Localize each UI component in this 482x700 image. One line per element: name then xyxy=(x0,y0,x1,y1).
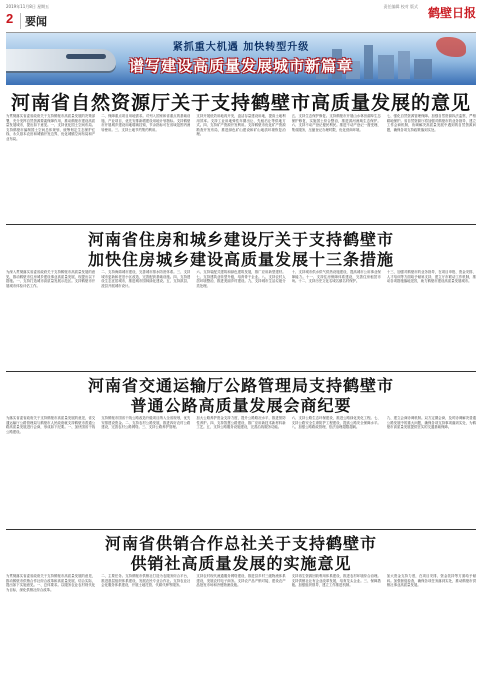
article-divider xyxy=(6,529,476,530)
article-4-column xyxy=(196,574,285,696)
column-text: 七、强化自然资源管理保障。加强自然资源执法监察，严格耕地保护。省自然资源厅将加强对鹤壁市的业务指导，建立工作会商机制，协调解决高质量发展中遇到的自然资源问题，确保各项支持政策落到实处。 xyxy=(386,114,476,132)
article-2-column xyxy=(387,270,476,370)
article-2-body xyxy=(6,270,476,370)
masthead xyxy=(6,4,476,33)
column-text: 加大公路养护资金支持力度，提升公路路况水平，推进预防性养护。四、支持智慧公路建设，推广应用新技术新材料新工艺。五、支持公路服务设施建设，完善沿线服务功能。 xyxy=(196,416,286,430)
article-3-column xyxy=(101,416,190,528)
article-4-column xyxy=(387,574,476,696)
column-text: 二、保障重点项目用地需求。对列入国家和省重点的基础设施、产业项目，优先安排新增建设用地计划指标。支持鹤壁市开展城乡建设用地增减挂钩，节余指标可在省域范围内流转使用。三、支持土地节约集约利用。 xyxy=(101,114,191,132)
column-text: 为贯彻落实省委省政府关于支持鹤壁市高质量发展的决策部署，充分发挥自然资源要素保障作用，推动鹤壁市建设高质量发展城市，提出如下意见。一、支持优化国土空间布局。支持鹤壁市编制国土空间总体规划，统筹划定生态保护红线、永久基本农田和城镇开发边界，优化城镇空间布局和产业布局。 xyxy=(6,114,96,141)
article-1-column xyxy=(196,114,285,222)
article-divider xyxy=(6,371,476,372)
article-1-column xyxy=(292,114,381,222)
article-2-column xyxy=(196,270,285,370)
column-text: 六、支持装配式建筑和绿色建筑发展，推广应用新型建材。七、支持建筑业转型升级，培育骨干企业。八、支持农村人居环境整治，推进美丽乡村建设。九、支持城市生活垃圾分类处理。 xyxy=(196,270,286,288)
article-2-headline-line-1: 河南省住房和城乡建设厅关于支持鹤壁市 xyxy=(87,230,394,249)
column-text: 为贯彻落实省委省政府关于支持鹤壁市高质量发展的意见，推动鹤壁市供销合作社综合改革和高质量发展，结合实际，提出如下实施意见。一、总体要求。以服务农业农村现代化为目标，深化供销社综合改革。 xyxy=(6,574,96,592)
column-text: 九、建立会商协调机制。双方定期会商，及时协调解决普通公路发展中的重大问题，确保各项支持事项落到实处，为鹤壁市高质量发展提供坚实的交通基础保障。 xyxy=(386,416,476,430)
article-2-column xyxy=(292,270,381,370)
article-divider xyxy=(6,224,476,225)
section-name: 要闻 xyxy=(20,13,47,29)
article-1-headline: 河南省自然资源厅关于支持鹤壁市高质量发展的意见 xyxy=(10,92,471,114)
page-number: 2 xyxy=(6,11,14,26)
column-text: 为落实省委省政府关于支持鹤壁市高质量发展的意见，省交通运输厅公路管理局与鹤壁市人民政府就支持鹤壁市普通公路高质量发展进行会商，形成如下纪要。一、加快国省干线公路建设。 xyxy=(6,416,96,434)
column-text: 支持再生资源回收利用体系建设，推进农村环境综合治理。支持供销社社有企业改革发展，培育龙头企业。三、保障措施。加强组织领导，建立工作推进机制。 xyxy=(291,574,381,588)
column-text: 为深入贯彻落实省委省政府关于支持鹤壁市高质量发展的意见，推动鹤壁市住房城乡建设事业高质量发展，现提出以下措施。一、支持打造城市高质量发展示范区。支持鹤壁市开展城市体检评估工作。 xyxy=(6,270,96,288)
article-3-column xyxy=(387,416,476,528)
banner-tagline: 紧抓重大机遇 加快转型升级 xyxy=(172,42,310,53)
article-4-column xyxy=(101,574,190,696)
feature-banner xyxy=(6,33,476,85)
column-text: 十三、加强对鹤壁市的业务指导，在项目申报、资金安排、人才培训等方面给予倾斜支持，建立厅市联动工作机制，推动各项措施落地见效，助力鹤壁市建设高质量发展城市。 xyxy=(386,270,476,284)
article-1-column xyxy=(101,114,190,222)
column-text: 二、支持海绵城市建设，完善城市排水防涝体系。三、支持城市更新和老旧小区改造，完善配套基础设施。四、支持建设生态宜居城市，推进城市园林绿化建设。五、支持淇县、浚县开展城市设计。 xyxy=(101,270,191,288)
article-2-column xyxy=(6,270,95,370)
issue-date: 2019年11月8日 星期五 xyxy=(6,4,50,9)
column-text: 加大资金支持力度，在项目安排、资金扶持等方面给予倾斜。加强督促检查，确保各项任务落到实处，推动鹤壁市供销社事业高质量发展。 xyxy=(386,574,476,588)
column-text: 二、主要任务。支持鹤壁市供销社打造为农服务综合平台，推进基层组织体系建设，发展农民专业合作社。支持农业社会化服务体系建设，开展土地托管、代耕代种等服务。 xyxy=(101,574,191,588)
article-2-column xyxy=(101,270,190,370)
column-text: 支持开展低效用地再开发，盘活存量建设用地，提高土地利用效率。支持工业用地弹性年期出让、先租后让等供地方式。四、支持矿产资源开发利用。支持鹤壁市优化矿产资源勘查开发布局，推进绿色矿山建设和矿山地质环境恢复治理。 xyxy=(196,114,286,137)
article-1-body xyxy=(6,114,476,222)
article-4-headline-line-1: 河南省供销合作总社关于支持鹤壁市 xyxy=(104,534,377,553)
article-4-headline-line-2: 供销社高质量发展的实施意见 xyxy=(130,554,352,573)
article-3-body xyxy=(6,416,476,528)
article-2-headline-line-2: 加快住房城乡建设高质量发展十三条措施 xyxy=(87,250,394,269)
article-4-column xyxy=(6,574,95,696)
article-3-headline-line-1: 河南省交通运输厅公路管理局支持鹤壁市 xyxy=(87,376,394,395)
article-1-column xyxy=(387,114,476,222)
article-3-column xyxy=(6,416,95,528)
banner-slogan: 谱写建设高质量发展城市新篇章 xyxy=(128,57,353,75)
article-4-column xyxy=(292,574,381,696)
column-text: 支持鹤壁市国省干线公路改造升级项目纳入全省规划，优先安排建设资金。二、支持农村公路发展，推进四好农村公路建设，完善农村公路网络。三、支持公路养护管理。 xyxy=(101,416,191,430)
column-text: 六、支持公路生态环保建设，推进公路绿化美化工程。七、支持公路安全生命防护工程建设，提高公路安全保障水平。八、加强公路路政管理，依法治理超限超载。 xyxy=(291,416,381,430)
article-3-column xyxy=(196,416,285,528)
column-text: 支持农村现代流通服务网络建设，推进县乡村三级物流体系建设，发展农村电子商务。支持农产品产销对接，建设农产品批发市场和冷链物流设施。 xyxy=(196,574,286,588)
article-3-column xyxy=(292,416,381,528)
column-text: 五、支持生态保护修复。支持鹤壁市开展山水林田湖草生态保护修复，实施国土综合整治，推进淇河流域生态保护。六、支持不动产登记便民利民。推进不动产登记一窗受理、集成服务，压缩登记办理时限，优化营商环境。 xyxy=(291,114,381,132)
article-1-column xyxy=(6,114,95,222)
paper-logo: 鹤壁日报 xyxy=(427,6,476,20)
article-4-body xyxy=(6,574,476,696)
article-3-headline-line-2: 普通公路高质量发展会商纪要 xyxy=(130,396,352,415)
editor-credits: 责任编辑 校对 版式 xyxy=(383,4,418,9)
column-text: 十、支持城市供水供气供热设施建设，提高城市公用事业保障能力。十一、支持住房保障体系建设，完善住房租赁市场。十二、支持历史文化名城名镇名村保护。 xyxy=(291,270,381,284)
